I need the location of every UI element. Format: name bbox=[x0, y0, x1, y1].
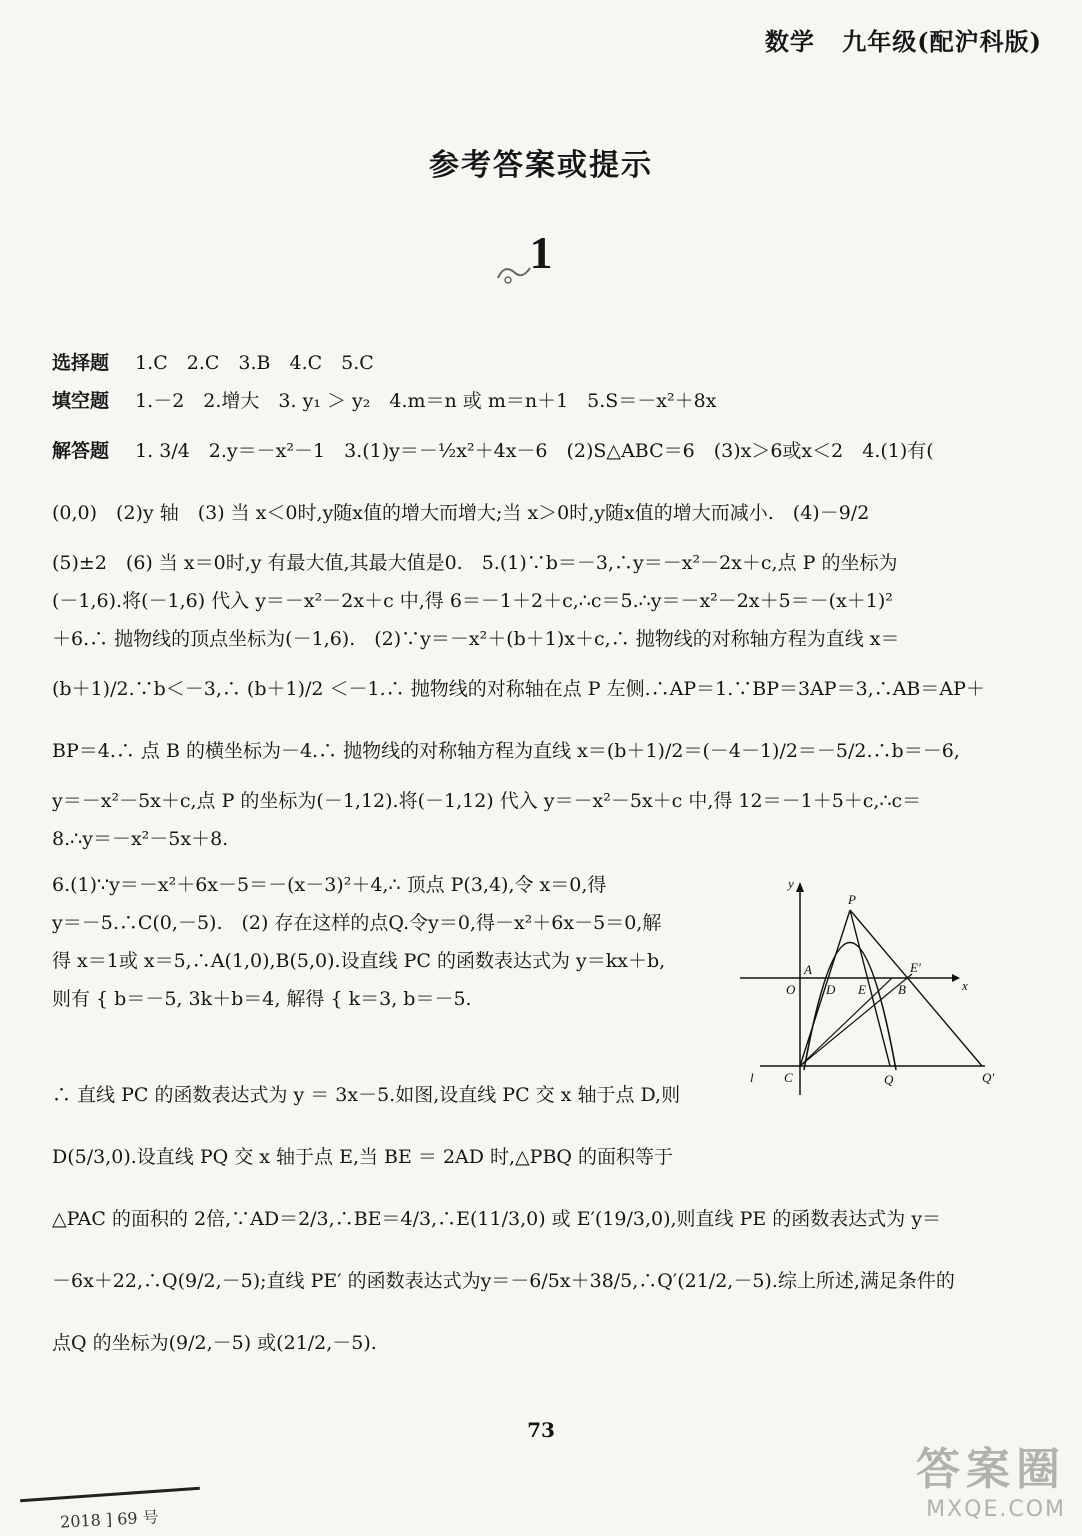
watermark-url: MXQE.COM bbox=[926, 1497, 1066, 1522]
fill-row bbox=[52, 382, 996, 420]
q6-line: 得 x＝1或 x＝5,∴A(1,0),B(5,0).设直线 PC 的函数表达式为 y＝kx＋b, bbox=[52, 950, 666, 972]
fill-answers: 1.－2 2.增大 3. y₁ ＞ y₂ 4.m＝n 或 m＝n＋1 5.S＝－x²＋8x bbox=[135, 390, 717, 412]
answers-body bbox=[52, 344, 996, 858]
fig-label-o: O bbox=[786, 982, 796, 997]
page-number: 73 bbox=[527, 1418, 555, 1442]
q6b-line: △PAC 的面积的 2倍,∵AD＝2/3,∴BE＝4/3,∴E(11/3,0) 或 E′(19/3,0),则直线 PE 的函数表达式为 y＝ bbox=[52, 1208, 942, 1230]
fig-label-l: l bbox=[750, 1070, 754, 1085]
unit-number: 1 bbox=[529, 227, 553, 278]
question-6-part2 bbox=[52, 1064, 1002, 1374]
fig-label-a: A bbox=[804, 962, 812, 977]
fig-label-e-prime: E′ bbox=[910, 960, 921, 975]
line-cb2 bbox=[800, 974, 912, 1066]
watermark-title: 答案圈 bbox=[916, 1444, 1066, 1495]
choice-row bbox=[52, 344, 996, 382]
answer-line: y＝－x²－5x＋c,点 P 的坐标为(－1,12).将(－1,12) 代入 y＝－x²－5x＋c 中,得 12＝－1＋5＋c,∴c＝ bbox=[52, 790, 922, 812]
q6-line: y＝－5.∴C(0,－5). (2) 存在这样的点Q.令y＝0,得－x²＋6x－5＝0,解 bbox=[52, 912, 662, 934]
fig-label-d: D bbox=[826, 982, 836, 997]
answer-line: (0,0) (2)y 轴 (3) 当 x＜0时,y随x值的增大而增大;当 x＞0时,y随x值的增大而减小. (4)－9/2 bbox=[52, 502, 870, 524]
choice-label: 选择题 bbox=[52, 352, 110, 374]
fig-label-y: y bbox=[788, 876, 794, 891]
x-axis-arrow-icon bbox=[952, 974, 960, 982]
fig-label-b: B bbox=[898, 982, 906, 997]
q6b-line: －6x＋22,∴Q(9/2,－5);直线 PE′ 的函数表达式为y＝－6/5x＋38/5,∴Q′(21/2,－5).综上所述,满足条件的 bbox=[52, 1270, 955, 1292]
answer-line: (b＋1)/2.∵b＜－3,∴ (b＋1)/2 ＜－1.∴ 抛物线的对称轴在点 P 左侧.∴AP＝1.∵BP＝3AP＝3,∴AB＝AP＋ bbox=[52, 678, 985, 700]
footnote: 2018 ] 69 号 bbox=[59, 1507, 160, 1532]
subject-label: 数学 bbox=[764, 27, 815, 56]
page-title: 参考答案或提示 bbox=[429, 148, 653, 183]
choice-answers: 1.C 2.C 3.B 4.C 5.C bbox=[135, 352, 374, 374]
unit-ornament-icon bbox=[494, 258, 534, 286]
fig-label-x: x bbox=[962, 978, 968, 993]
answer-line: 8.∴y＝－x²－5x＋8. bbox=[52, 828, 229, 850]
answer-line: (－1,6).将(－1,6) 代入 y＝－x²－2x＋c 中,得 6＝－1＋2＋c,∴c＝5.∴y＝－x²－2x＋5＝－(x＋1)² bbox=[52, 590, 893, 612]
answer-label: 解答题 bbox=[52, 440, 110, 462]
fig-label-p: P bbox=[848, 892, 856, 907]
fig-label-q-prime: Q′ bbox=[982, 1070, 995, 1085]
q6b-line: 点Q 的坐标为(9/2,－5) 或(21/2,－5). bbox=[52, 1332, 377, 1354]
answer-line: BP＝4.∴ 点 B 的横坐标为－4.∴ 抛物线的对称轴方程为直线 x＝(b＋1)/2＝(－4－1)/2＝－5/2.∴b＝－6, bbox=[52, 740, 960, 762]
watermark bbox=[916, 1433, 1066, 1522]
answer-line: ＋6.∴ 抛物线的顶点坐标为(－1,6). (2)∵y＝－x²＋(b＋1)x＋c,∴ 抛物线的对称轴方程为直线 x＝ bbox=[52, 628, 900, 650]
answer-row bbox=[52, 420, 996, 482]
page-header bbox=[765, 22, 1042, 57]
grade-label: 九年级(配沪科版) bbox=[842, 27, 1042, 56]
answer-text: 1. 3/4 2.y＝－x²－1 3.(1)y＝－½x²＋4x－6 (2)S△ABC＝6 (3)x＞6或x＜2 4.(1)有( bbox=[135, 440, 934, 462]
fill-label: 填空题 bbox=[52, 390, 110, 412]
y-axis-arrow-icon bbox=[796, 882, 804, 892]
q6b-line: ∴ 直线 PC 的函数表达式为 y ＝ 3x－5.如图,设直线 PC 交 x 轴于点 D,则 bbox=[52, 1084, 681, 1106]
q6-line: 则有 { b＝－5, 3k＋b＝4, 解得 { k＝3, b＝－5. bbox=[52, 988, 472, 1010]
fig-label-c: C bbox=[784, 1070, 793, 1085]
fig-label-e: E bbox=[858, 982, 866, 997]
q6b-line: D(5/3,0).设直线 PQ 交 x 轴于点 E,当 BE ＝ 2AD 时,△PBQ 的面积等于 bbox=[52, 1146, 674, 1168]
fig-label-q: Q bbox=[884, 1072, 894, 1087]
q6-line: 6.(1)∵y＝－x²＋6x－5＝－(x－3)²＋4,∴ 顶点 P(3,4),令 x＝0,得 bbox=[52, 874, 607, 896]
scan-edge-line bbox=[20, 1487, 200, 1503]
answer-line: (5)±2 (6) 当 x＝0时,y 有最大值,其最大值是0. 5.(1)∵b＝－3,∴y＝－x²－2x＋c,点 P 的坐标为 bbox=[52, 552, 898, 574]
question-6-part1 bbox=[52, 866, 742, 1018]
